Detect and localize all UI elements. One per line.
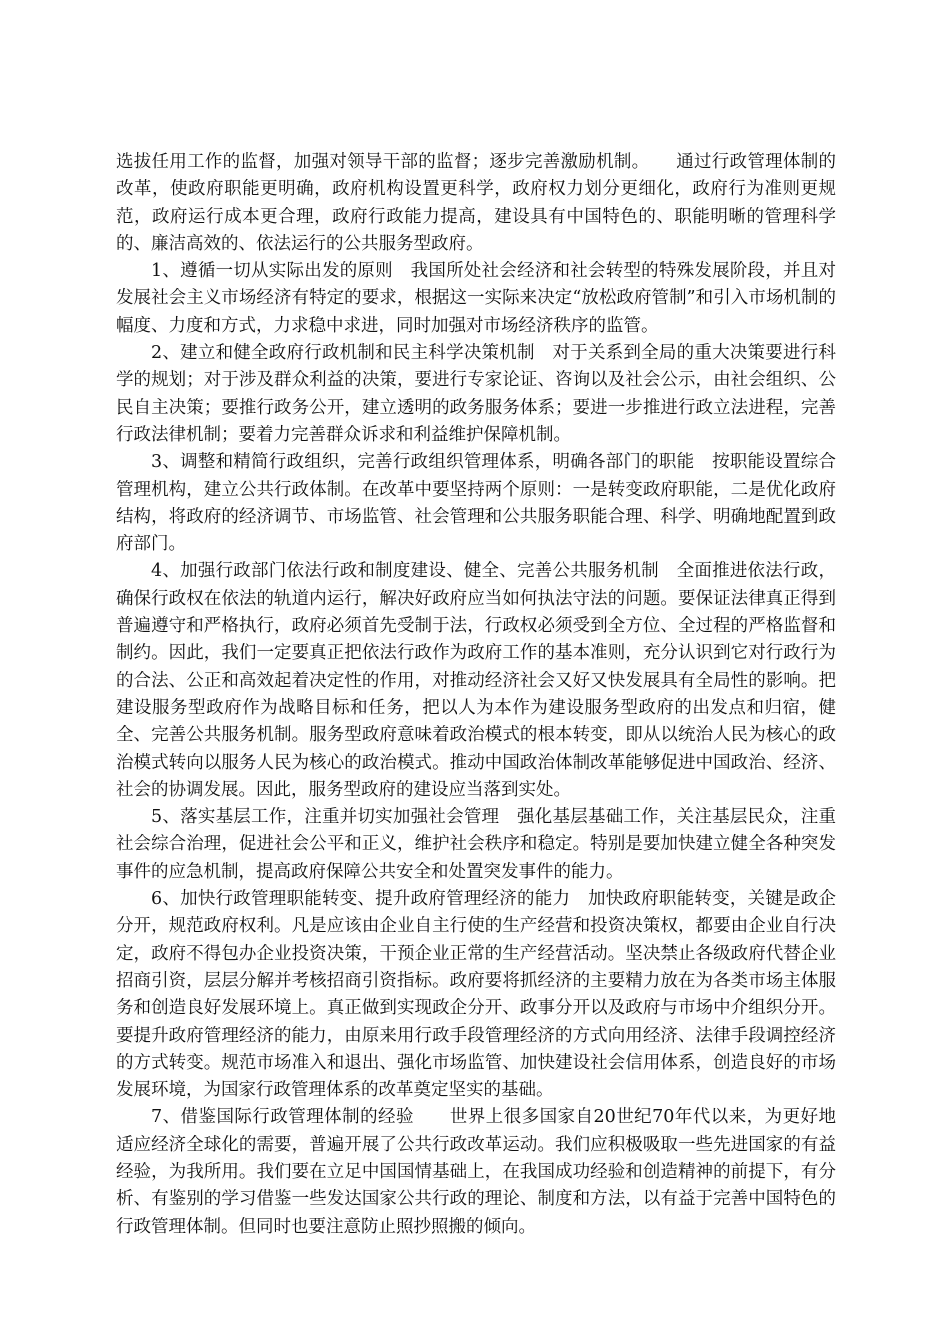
paragraph-principle-2: 2、建立和健全政府行政机制和民主科学决策机制 对于关系到全局的重大决策要进行科学的规划；对于涉及群众利益的决策，要进行专家论证、咨询以及社会公示，由社会组织、公民自主决策；要推行政务公开，建立透明的政务服务体系；要进一步推进行政立法进程，完善行政法律机制；要着力完善群众诉求和利益维护保障机制。 xyxy=(116,343,836,445)
paragraph-principle-5: 5、落实基层工作，注重并切实加强社会管理 强化基层基础工作，关注基层民众，注重社会综合治理，促进社会公平和正义，维护社会秩序和稳定。特别是要加快建立健全各种突发事件的应急机制，提高政府保障公共安全和处置突发事件的能力。 xyxy=(116,807,836,882)
paragraph-principle-1: 1、遵循一切从实际出发的原则 我国所处社会经济和社会转型的特殊发展阶段，并且对发展社会主义市场经济有特定的要求，根据这一实际来决定“放松政府管制”和引入市场机制的幅度、力度和方式，力求稳中求进，同时加强对市场经济秩序的监管。 xyxy=(116,261,836,336)
paragraph-principle-7: 7、借鉴国际行政管理体制的经验 世界上很多国家自20世纪70年代以来，为更好地适应经济全球化的需要，普遍开展了公共行政改革运动。我们应积极吸取一些先进国家的有益经验，为我所用。我们要在立足中国国情基础上，在我国成功经验和创造精神的前提下，有分析、有鉴别的学习借鉴一些发达国家公共行政的理论、制度和方法，以有益于完善中国特色的行政管理体制。但同时也要注意防止照抄照搬的倾向。 xyxy=(116,1107,836,1237)
paragraph-principle-3: 3、调整和精简行政组织，完善行政组织管理体系，明确各部门的职能 按职能设置综合管理机构，建立公共行政体制。在改革中要坚持两个原则：一是转变政府职能，二是优化政府结构，将政府的经济调节、市场监管、社会管理和公共服务职能合理、科学、明确地配置到政府部门。 xyxy=(116,452,836,555)
paragraph-principle-4: 4、加强行政部门依法行政和制度建设、健全、完善公共服务机制 全面推进依法行政，确保行政权在依法的轨道内运行，解决好政府应当如何执法守法的问题。要保证法律真正得到普遍遵守和严格执行，政府必须首先受制于法，行政权必须受到全方位、全过程的严格监督和制约。因此，我们一定要真正把依法行政作为政府工作的基本准则，充分认识到它对行政行为的合法、公正和高效起着决定性的作用，对推动经济社会又好又快发展具有全局性的影响。把建设服务型政府作为战略目标和任务，把以人为本作为建设服务型政府的出发点和归宿，健全、完善公共服务机制。服务型政府意味着政治模式的根本转变，即从以统治人民为核心的政治模式转向以服务人民为核心的政治模式。推动中国政治体制改革能够促进中国政治、经济、社会的协调发展。因此，服务型政府的建设应当落到实处。 xyxy=(116,561,836,800)
document-body xyxy=(116,149,836,1241)
paragraph-principle-6: 6、加快行政管理职能转变、提升政府管理经济的能力 加快政府职能转变，关键是政企分开，规范政府权利。凡是应该由企业自主行使的生产经营和投资决策权，都要由企业自行决定，政府不得包办企业投资决策，干预企业正常的生产经营活动。坚决禁止各级政府代替企业招商引资，层层分解并考核招商引资指标。政府要将抓经济的主要精力放在为各类市场主体服务和创造良好发展环境上。真正做到实现政企分开、政事分开以及政府与市场中介组织分开。要提升政府管理经济的能力，由原来用行政手段管理经济的方式向用经济、法律手段调控经济的方式转变。规范市场准入和退出、强化市场监管、加快建设社会信用体系，创造良好的市场发展环境，为国家行政管理体系的改革奠定坚实的基础。 xyxy=(116,889,836,1101)
paragraph-continuation: 选拔任用工作的监督，加强对领导干部的监督；逐步完善激励机制。 通过行政管理体制的改革，使政府职能更明确，政府机构设置更科学，政府权力划分更细化，政府行为准则更规范，政府运行成本更合理，政府行政能力提高，建设具有中国特色的、职能明晰的管理科学的、廉洁高效的、依法运行的公共服务型政府。 xyxy=(116,152,836,254)
